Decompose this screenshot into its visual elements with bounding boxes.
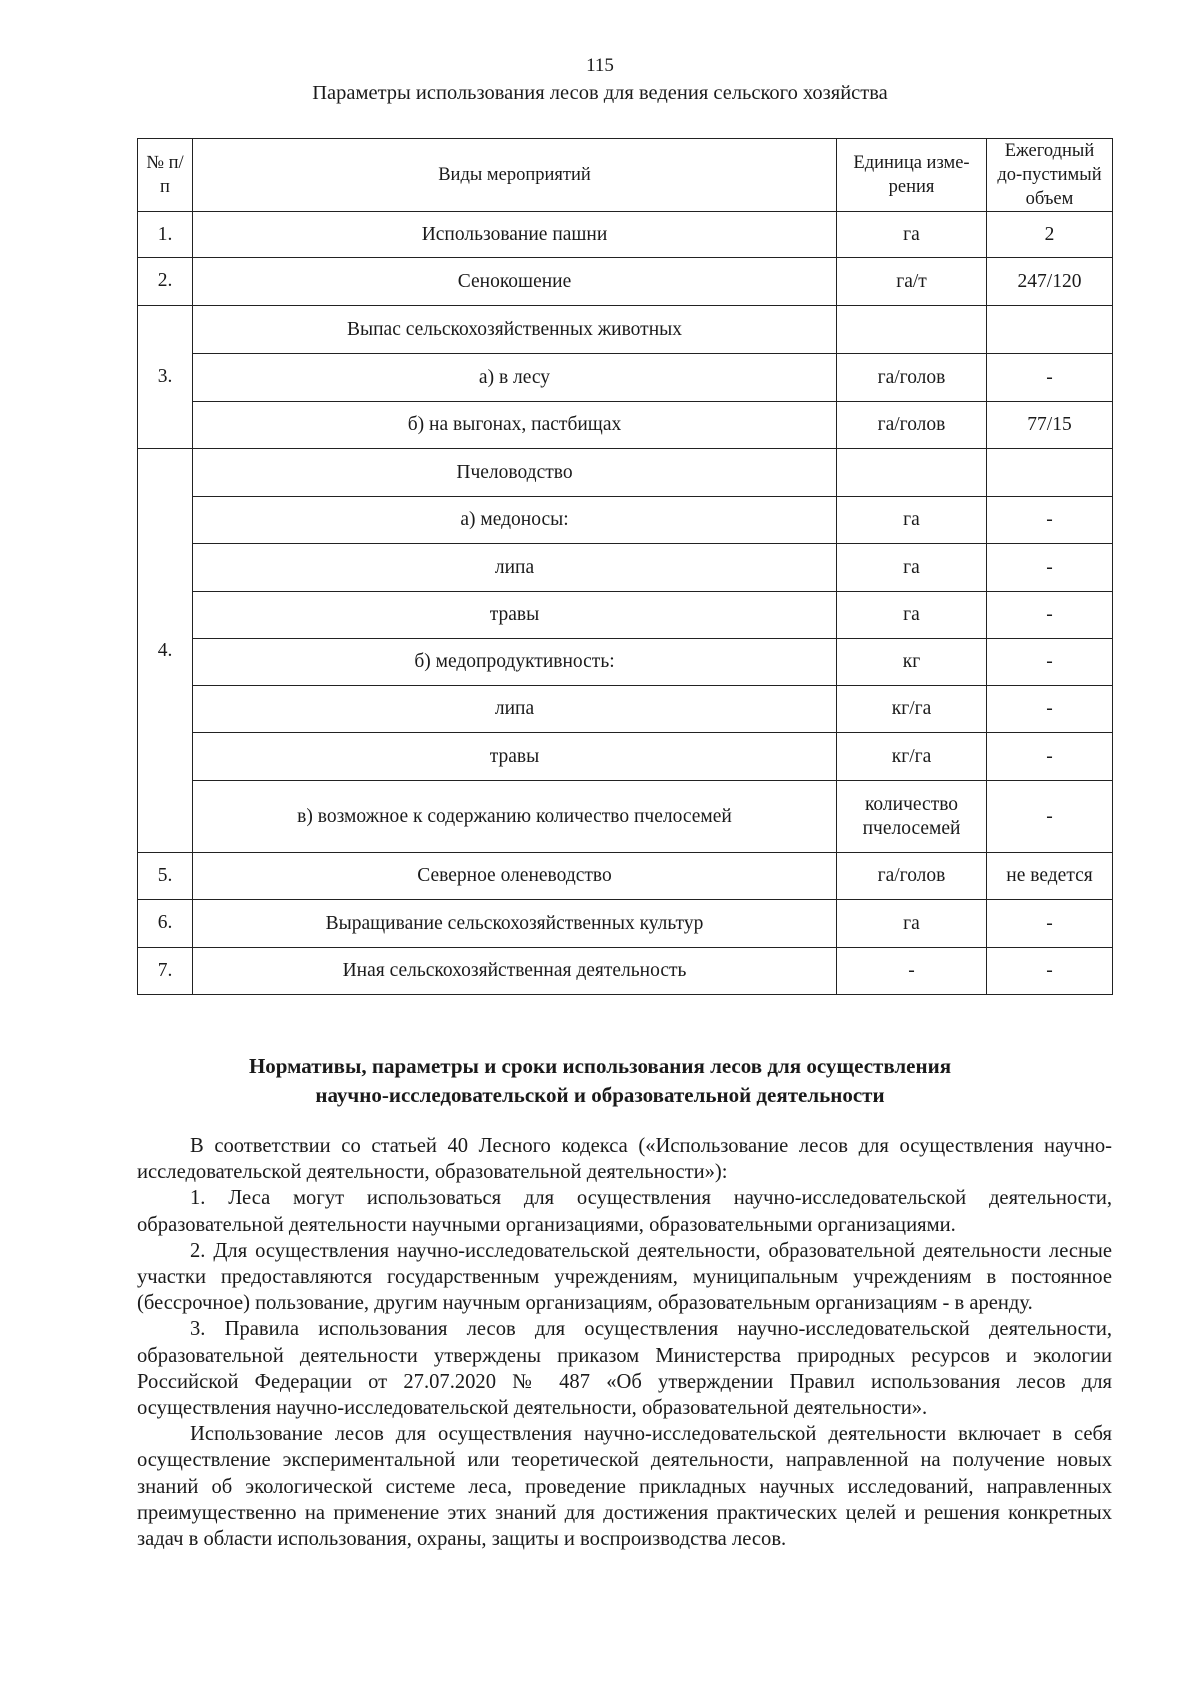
section-title	[0, 1052, 1200, 1110]
table-row	[138, 639, 1113, 686]
row-num: 2.	[138, 258, 193, 306]
row-unit: га	[837, 900, 987, 948]
row-volume: -	[987, 497, 1113, 544]
row-activity: липа	[193, 544, 837, 592]
row-unit: кг	[837, 639, 987, 686]
row-unit	[837, 449, 987, 497]
paragraph-usage: Использование лесов для осуществления научно-исследовательской деятельности включает в себя осуществление экспериментальной или теоретической деятельности, направленной на получение новых знаний об экологической системе леса, проведение прикладных научных исследований, направленных преимущественно на применение этих знаний для достижения практических целей и решения конкретных задач в области использования, охраны, защиты и воспроизводства лесов.	[137, 1423, 1112, 1551]
table-title: Параметры использования лесов для ведения сельского хозяйства	[312, 82, 888, 104]
row-volume: -	[987, 639, 1113, 686]
row-num: 7.	[138, 948, 193, 995]
row-unit: га/т	[837, 258, 987, 306]
row-unit: га/голов	[837, 354, 987, 402]
row-num: 1.	[138, 212, 193, 258]
row-unit: количество пчелосемей	[837, 781, 987, 853]
table-row	[138, 354, 1113, 402]
table-row	[138, 544, 1113, 592]
row-num: 3.	[138, 306, 193, 449]
table-row	[138, 592, 1113, 639]
paragraph-intro: В соответствии со статьей 40 Лесного кодекса («Использование лесов для осуществления научно-исследовательской деятельности, образовательной деятельности»):	[137, 1135, 1112, 1184]
section-title-line1: Нормативы, параметры и сроки использования лесов для осуществления	[248, 1054, 952, 1078]
row-num: 4.	[138, 449, 193, 853]
row-unit: га/голов	[837, 402, 987, 449]
row-activity: Иная сельскохозяйственная деятельность	[193, 948, 837, 995]
row-volume: 2	[987, 212, 1113, 258]
table-row	[138, 402, 1113, 449]
page-number: 115	[586, 55, 614, 76]
row-unit: га	[837, 497, 987, 544]
row-activity: Использование пашни	[193, 212, 837, 258]
row-unit: га/голов	[837, 853, 987, 900]
agriculture-params-table	[137, 138, 1113, 995]
table-row	[138, 781, 1113, 853]
row-num: 5.	[138, 853, 193, 900]
row-activity: Выпас сельскохозяйственных животных	[193, 306, 837, 354]
table-row	[138, 686, 1113, 733]
table-row	[138, 497, 1113, 544]
table-row	[138, 258, 1113, 306]
header-num: № п/п	[138, 139, 193, 212]
row-unit: га	[837, 544, 987, 592]
row-activity: Пчеловодство	[193, 449, 837, 497]
row-volume: 77/15	[987, 402, 1113, 449]
table-row	[138, 733, 1113, 781]
row-activity: Выращивание сельскохозяйственных культур	[193, 900, 837, 948]
row-unit: кг/га	[837, 733, 987, 781]
header-unit: Единица изме-рения	[837, 139, 987, 212]
row-activity: травы	[193, 733, 837, 781]
row-num: 6.	[138, 900, 193, 948]
table-row	[138, 948, 1113, 995]
row-volume: -	[987, 948, 1113, 995]
table-row	[138, 306, 1113, 354]
row-activity: Сенокошение	[193, 258, 837, 306]
row-activity: липа	[193, 686, 837, 733]
row-volume: -	[987, 544, 1113, 592]
row-volume: -	[987, 354, 1113, 402]
row-volume: -	[987, 686, 1113, 733]
table-row	[138, 900, 1113, 948]
row-volume: -	[987, 900, 1113, 948]
row-activity: травы	[193, 592, 837, 639]
row-volume: -	[987, 592, 1113, 639]
table-row	[138, 212, 1113, 258]
row-activity: а) медоносы:	[193, 497, 837, 544]
row-unit: кг/га	[837, 686, 987, 733]
row-volume: -	[987, 781, 1113, 853]
table-row	[138, 449, 1113, 497]
row-unit	[837, 306, 987, 354]
row-volume: не ведется	[987, 853, 1113, 900]
row-activity: Северное оленеводство	[193, 853, 837, 900]
row-volume	[987, 449, 1113, 497]
header-volume: Ежегодный до-пустимый объем	[987, 139, 1113, 212]
row-unit: -	[837, 948, 987, 995]
section-body	[137, 1133, 1112, 1552]
row-volume	[987, 306, 1113, 354]
table-row	[138, 853, 1113, 900]
paragraph-item-3: 3. Правила использования лесов для осуществления научно-исследовательской деятельности, образовательной деятельности утверждены приказом Министерства природных ресурсов и экологии Российской Федерации от 27.07.2020 № 487 «Об утверждении Правил использования лесов для осуществления научно-исследовательской деятельности, образовательной деятельности».	[137, 1318, 1112, 1420]
row-activity: б) медопродуктивность:	[193, 639, 837, 686]
paragraph-item-2: 2. Для осуществления научно-исследовательской деятельности, образовательной деятельности лесные участки предоставляются государственным учреждениям, муниципальным учреждениям в постоянное (бессрочное) пользование, другим научным организациям, образовательным организациям - в аренду.	[137, 1239, 1112, 1315]
paragraph-item-1: 1. Леса могут использоваться для осуществления научно-исследовательской деятельности, образовательной деятельности научными организациями, образовательными организациями.	[137, 1187, 1112, 1236]
row-activity: в) возможное к содержанию количество пчелосемей	[193, 781, 837, 853]
row-volume: 247/120	[987, 258, 1113, 306]
row-activity: а) в лесу	[193, 354, 837, 402]
table-header-row	[138, 139, 1113, 212]
header-activity: Виды мероприятий	[193, 139, 837, 212]
row-unit: га	[837, 592, 987, 639]
section-title-line2: научно-исследовательской и образовательной деятельности	[315, 1083, 885, 1107]
row-activity: б) на выгонах, пастбищах	[193, 402, 837, 449]
row-volume: -	[987, 733, 1113, 781]
row-unit: га	[837, 212, 987, 258]
